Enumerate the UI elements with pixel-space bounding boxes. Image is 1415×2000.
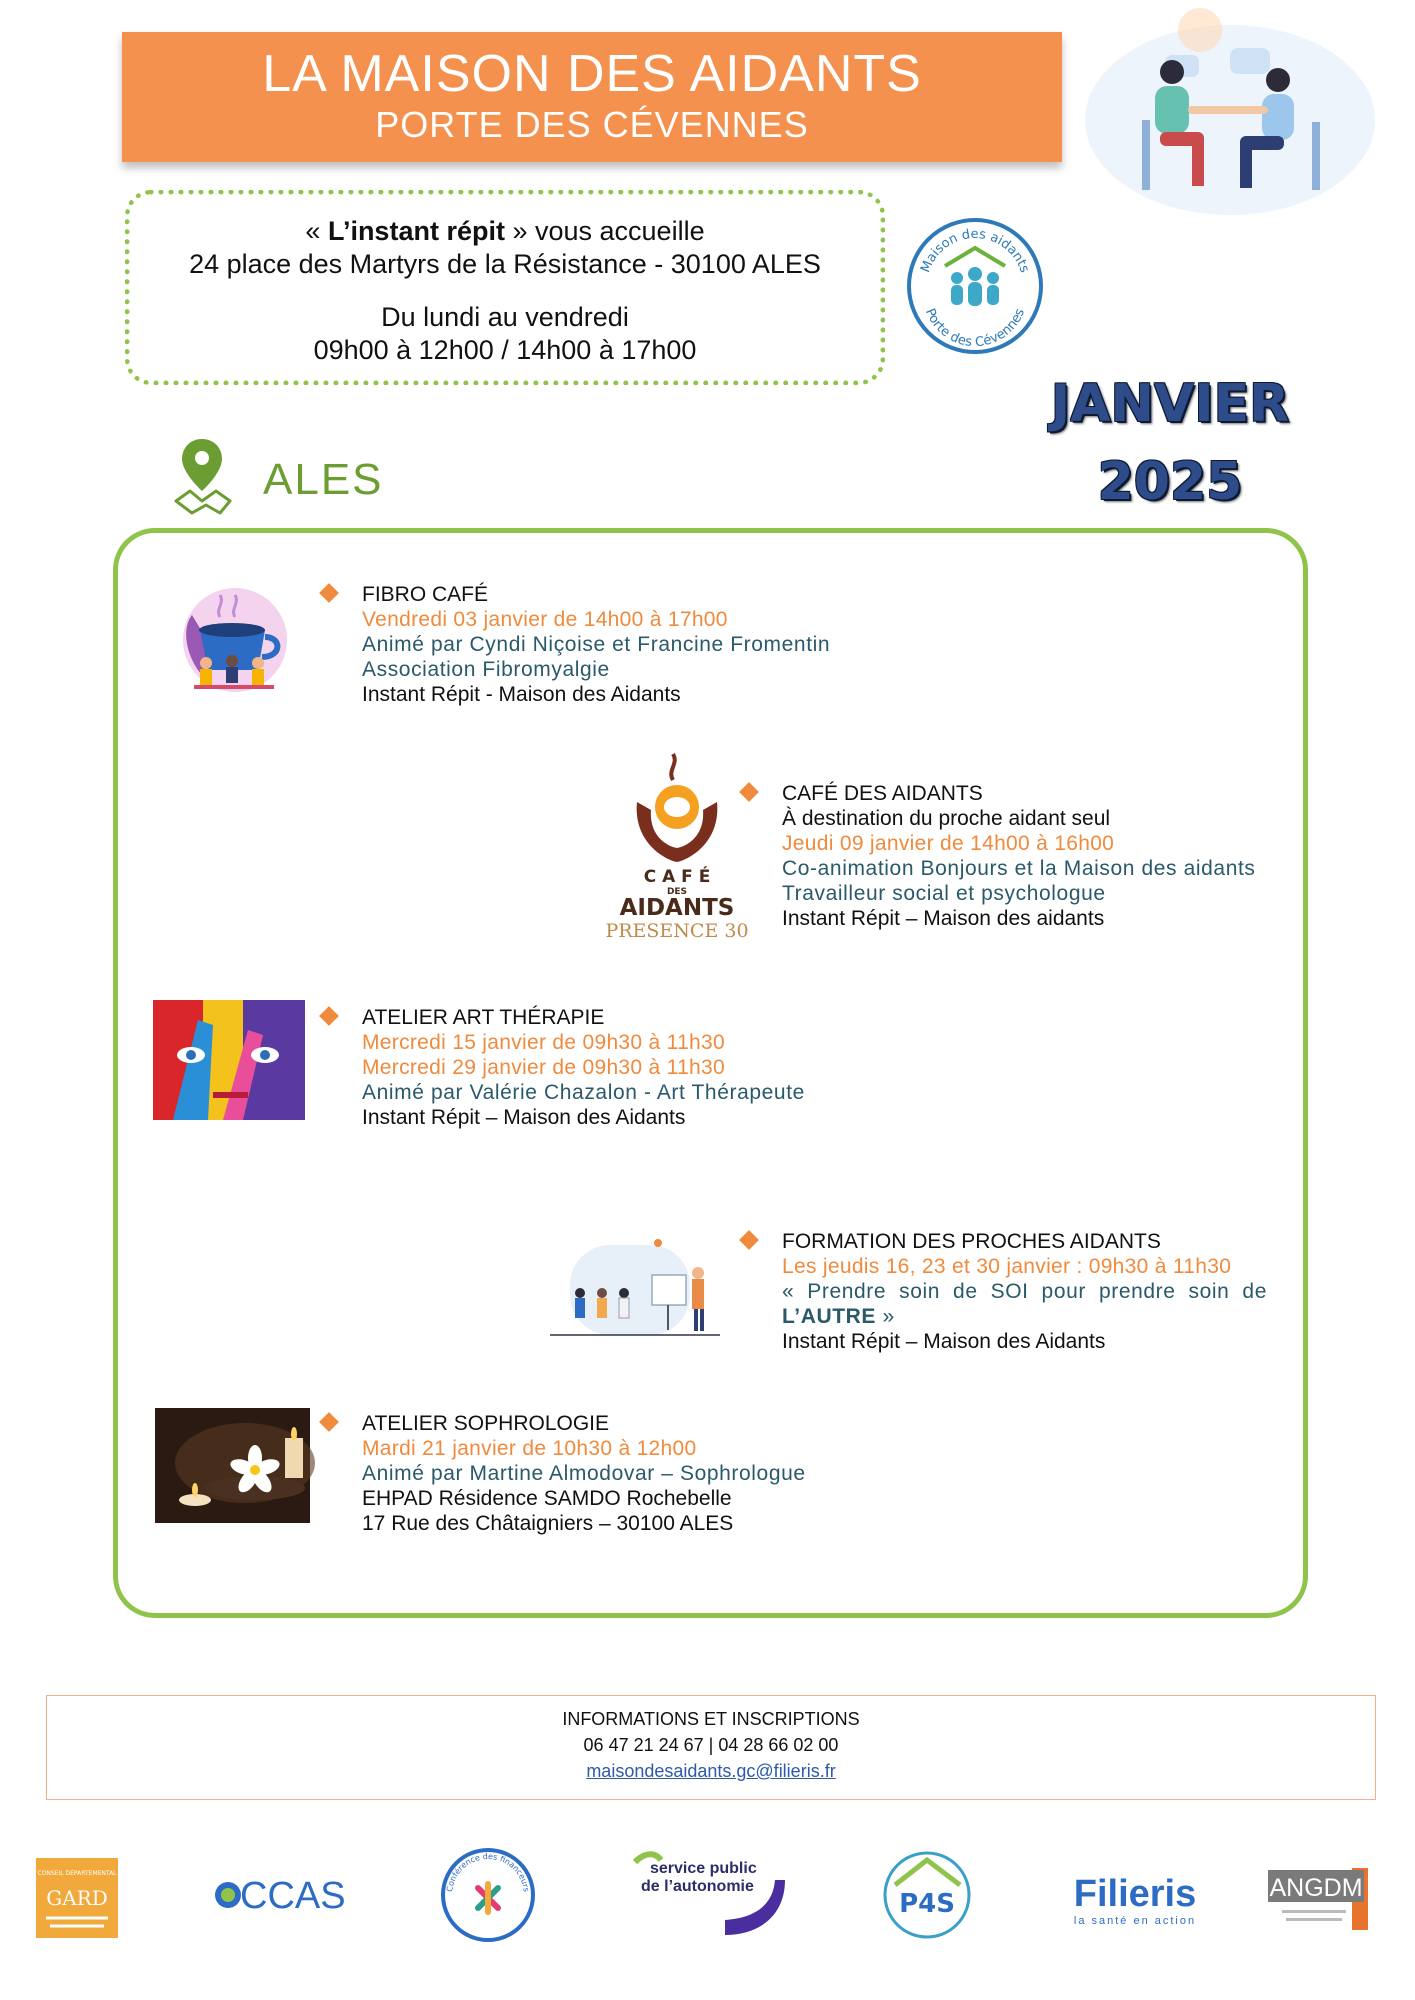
address: 24 place des Martyrs de la Résistance - 30100 ALES [189, 249, 821, 279]
gard-department-logo [36, 1840, 118, 1950]
event-quote-end: L’AUTRE » [782, 1305, 895, 1328]
spa-line2: de l’autonomie [641, 1878, 754, 1895]
ccas-text: CCAS [240, 1875, 346, 1917]
p4s-logo [880, 1840, 975, 1950]
angdm-logo [1268, 1840, 1380, 1950]
month-title [1040, 365, 1300, 521]
caregivers-illustration [1080, 10, 1380, 210]
event-atelier-sophrologie [362, 1411, 806, 1536]
event-animator: Animé par Valérie Chazalon - Art Thérapeute [362, 1081, 805, 1104]
month-year: 2025 [1097, 452, 1243, 512]
ccas-logo [210, 1840, 345, 1950]
painted-face-image [153, 1000, 305, 1120]
event-cafe-des-aidants [782, 781, 1256, 931]
event-animator: Co-animation Bonjours et la Maison des aidants [782, 857, 1256, 880]
conference-text: Conférence des financeurs [445, 1851, 531, 1893]
event-title: ATELIER SOPHROLOGIE [362, 1412, 610, 1435]
event-date-1: Mercredi 15 janvier de 09h30 à 11h30 [362, 1031, 725, 1054]
maison-des-aidants-logo [905, 216, 1045, 356]
info-phones[interactable]: 06 47 21 24 67 | 04 28 66 02 00 [583, 1735, 839, 1755]
event-animator: Animé par Martine Almodovar – Sophrologue [362, 1462, 806, 1485]
logo-cafe-text: C A F É [643, 867, 711, 887]
event-title: FIBRO CAFÉ [362, 583, 489, 606]
logo-des-text: DES [666, 887, 688, 897]
event-animator: Animé par Cyndi Niçoise et Francine Fromentin [362, 633, 831, 656]
event-date: Les jeudis 16, 23 et 30 janvier : 09h30 à 11h30 [782, 1255, 1232, 1278]
conference-des-financeurs-logo [438, 1840, 538, 1950]
cafe-des-aidants-logo [605, 752, 749, 942]
event-place: Instant Répit – Maison des aidants [782, 907, 1105, 930]
event-place: Instant Répit - Maison des Aidants [362, 683, 681, 706]
event-address: 17 Rue des Châtaigniers – 30100 ALES [362, 1512, 734, 1535]
info-email-link[interactable]: maisondesaidants.gc@filieris.fr [586, 1761, 836, 1781]
event-date-2: Mercredi 29 janvier de 09h30 à 11h30 [362, 1056, 725, 1079]
event-animator-roles: Travailleur social et psychologue [782, 882, 1106, 905]
welcome-line: « L’instant répit » vous accueille [305, 216, 705, 246]
event-place: Instant Répit – Maison des Aidants [782, 1330, 1106, 1353]
event-fibro-cafe [362, 582, 830, 707]
event-association: Association Fibromyalgie [362, 658, 610, 681]
opening-days: Du lundi au vendredi [381, 302, 629, 332]
event-title: CAFÉ DES AIDANTS [782, 782, 983, 805]
event-subtitle: À destination du proche aidant seul [782, 807, 1111, 830]
welcome-box [125, 190, 885, 385]
logo-arc-bottom: Porte des Cévennes [921, 306, 1029, 351]
filieris-tagline: la santé en action [1073, 1915, 1197, 1927]
event-title: ATELIER ART THÉRAPIE [362, 1006, 605, 1029]
header-title: LA MAISON DES AIDANTS [262, 45, 922, 103]
candles-flower-image [155, 1408, 310, 1523]
event-formation-proches-aidants [782, 1229, 1267, 1354]
filieris-logo [1065, 1840, 1205, 1950]
filieris-text: Filieris [1073, 1873, 1197, 1915]
location-label: ALES [263, 455, 384, 504]
info-title: INFORMATIONS ET INSCRIPTIONS [562, 1709, 860, 1729]
header-banner [122, 32, 1062, 162]
instant-repit-name: L’instant répit [327, 216, 505, 246]
service-public-autonomie-logo [625, 1840, 800, 1950]
gard-text: GARD [46, 1886, 108, 1910]
month-name: JANVIER [1050, 374, 1290, 434]
event-date: Mardi 21 janvier de 10h30 à 12h00 [362, 1437, 697, 1460]
event-art-therapie [362, 1005, 805, 1130]
p4s-text: P4S [899, 1889, 955, 1919]
event-place: Instant Répit – Maison des Aidants [362, 1106, 686, 1129]
logo-presence-text: PRESENCE 30 [605, 920, 749, 942]
header-subtitle: PORTE DES CÉVENNES [375, 104, 809, 146]
angdm-text: ANGDM [1269, 1874, 1363, 1902]
event-title: FORMATION DES PROCHES AIDANTS [782, 1230, 1161, 1253]
event-date: Vendredi 03 janvier de 14h00 à 17h00 [362, 608, 728, 631]
gard-small-text: CONSEIL DÉPARTEMENTAL [37, 1870, 117, 1877]
coffee-cup-illustration [170, 585, 295, 705]
info-box [46, 1695, 1376, 1800]
event-quote: « Prendre soin de SOI pour prendre soin de [782, 1280, 1267, 1303]
event-date: Jeudi 09 janvier de 14h00 à 16h00 [782, 832, 1115, 855]
spa-line1: service public [650, 1860, 757, 1877]
logo-aidants-text: AIDANTS [619, 895, 735, 921]
map-pin-icon [170, 435, 235, 515]
logo-arc-top: Maison des aidants [918, 226, 1032, 275]
opening-hours: 09h00 à 12h00 / 14h00 à 17h00 [313, 335, 697, 365]
event-place: EHPAD Résidence SAMDO Rochebelle [362, 1487, 732, 1510]
training-session-illustration [540, 1235, 730, 1345]
